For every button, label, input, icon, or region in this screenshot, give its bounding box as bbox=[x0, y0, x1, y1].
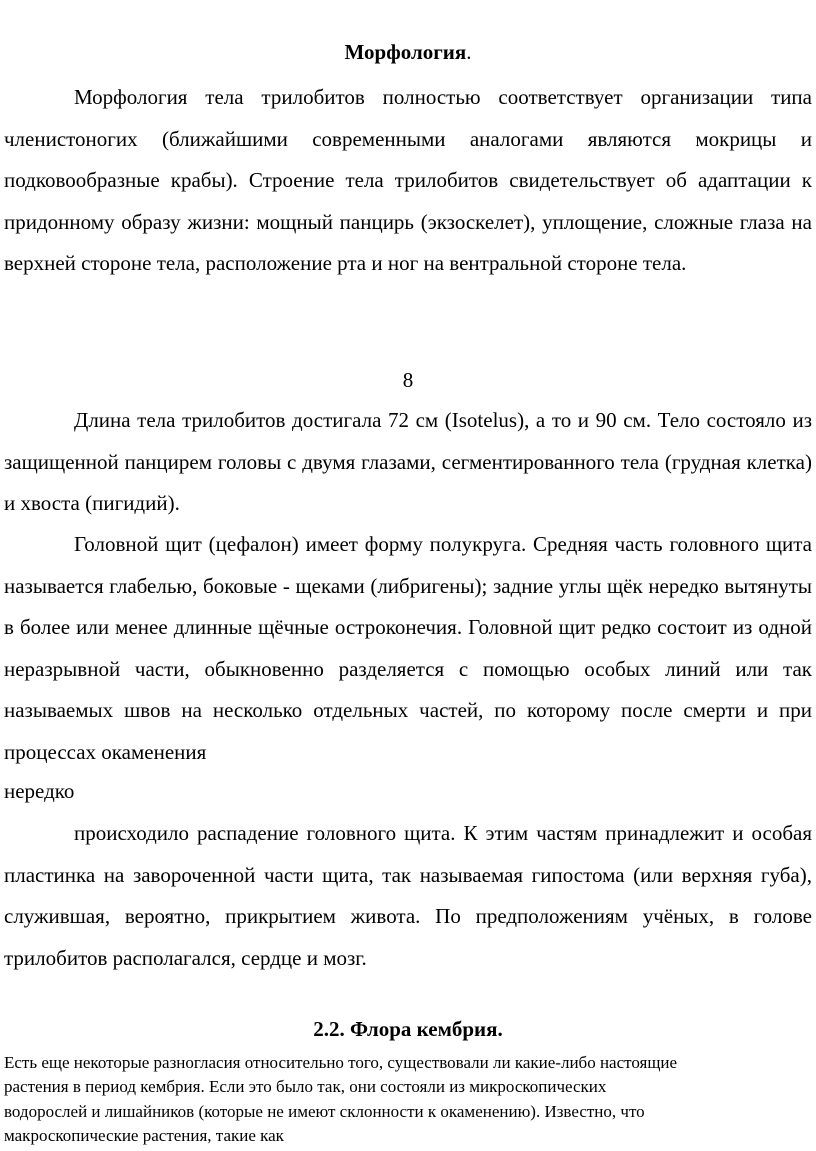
section-title-dot: . bbox=[466, 40, 472, 64]
flora-line: растения в период кембрия. Если это было так, они состояли из микроскопических bbox=[4, 1077, 607, 1097]
flora-paragraph bbox=[4, 1051, 812, 1148]
head-shield-paragraph-end: нередко bbox=[4, 779, 75, 803]
head-shield-paragraph bbox=[4, 524, 812, 773]
head-shield-paragraph-continued: происходило распадение головного щита. К этим частям принадлежит и особая пластинка на завороченной части щита, так называемая гипостома (или верхняя губа), служившая, вероятно, прикрытием живота. По предположениям учёных, в голове трилобитов располагался, сердце и мозг. bbox=[4, 821, 812, 970]
section-title-text: Морфология bbox=[344, 40, 467, 64]
page-number: 8 bbox=[402, 368, 414, 392]
flora-section-title: 2.2. Флора кембрия. bbox=[313, 1017, 503, 1041]
flora-line: макроскопические растения, такие как bbox=[4, 1125, 284, 1145]
section-title-morphology bbox=[0, 40, 816, 65]
body-length-paragraph: Длина тела трилобитов достигала 72 см (Isotelus), а то и 90 см. Тело состояло из защищенной панцирем головы с двумя глазами, сегментированного тела (грудная клетка) и хвоста (пигидий). bbox=[4, 408, 812, 515]
flora-line: Есть еще некоторые разногласия относительно того, существовали ли какие-либо настоящие bbox=[4, 1053, 678, 1072]
flora-line: водорослей и лишайников (которые не имеют склонности к окаменению). Известно, что bbox=[4, 1101, 645, 1121]
morphology-paragraph: Морфология тела трилобитов полностью соответствует организации типа членистоногих (ближайшими современными аналогами являются мокрицы и подковообразные крабы). Строение тела трилобитов свидетельствует об адаптации к придонному образу жизни: мощный панцирь (экзоскелет), уплощение, сложные глаза на верхней стороне тела, расположение рта и ног на вентральной стороне тела. bbox=[4, 85, 812, 275]
head-shield-text: Головной щит (цефалон) имеет форму полукруга. Средняя часть головного щита называется глабелью, боковые - щеками (либригены); задние углы щёк нередко вытянуты в более или менее длинные щёчные остроконечия. Головной щит редко состоит из одной неразрывной части, обыкновенно разделяется с помощью особых линий или так называемых швов на несколько отдельных частей, по которому после смерти и при процессах окаменения bbox=[4, 532, 812, 764]
